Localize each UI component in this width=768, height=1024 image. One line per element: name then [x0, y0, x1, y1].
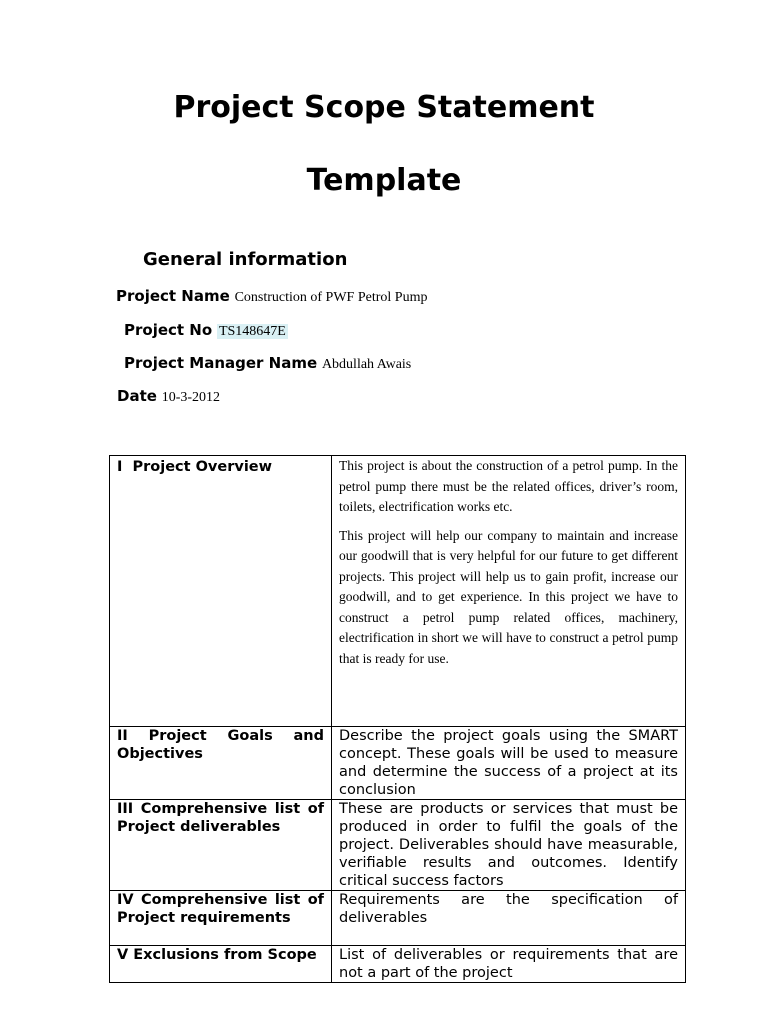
- document-title-line1: Project Scope Statement: [173, 90, 595, 125]
- row-label-text: II Project Goals and Objectives: [117, 728, 324, 762]
- general-information-heading: General information: [143, 249, 348, 270]
- table-row: [110, 727, 686, 800]
- project-name-value: Construction of PWF Petrol Pump: [234, 290, 428, 305]
- row-label-exclusions: [110, 946, 332, 983]
- table-row: [110, 456, 686, 727]
- project-no-line: [124, 321, 288, 340]
- overview-paragraph-1: This project is about the construction of a petrol pump. In the petrol pump there must be the related offices, driver’s room, toilets, electrification works etc.: [339, 458, 678, 514]
- project-name-label: Project Name: [116, 287, 230, 305]
- row-label-text: V Exclusions from Scope: [117, 947, 317, 963]
- row-label-goals-objectives: [110, 727, 332, 800]
- row-content-goals-objectives: Describe the project goals using the SMART concept. These goals will be used to measure and determine the success of a project at its conclusion: [332, 727, 686, 800]
- project-manager-label: Project Manager Name: [124, 354, 318, 372]
- row-content-project-overview: [332, 456, 686, 727]
- date-label: Date: [117, 387, 157, 405]
- row-content-deliverables: These are products or services that must be produced in order to fulfil the goals of the project. Deliverables should have measurable, verifiable results and outcomes. Identify critical success factors: [332, 800, 686, 891]
- row-content-exclusions: List of deliverables or requirements that are not a part of the project: [332, 946, 686, 983]
- table-row: [110, 946, 686, 983]
- row-label-text: IV Comprehensive list of Project requirements: [117, 892, 324, 926]
- table-row: [110, 891, 686, 946]
- row-label-deliverables: [110, 800, 332, 891]
- project-no-value: TS148647E: [218, 324, 286, 339]
- row-content-requirements: Requirements are the specification of deliverables: [332, 891, 686, 946]
- project-manager-line: [124, 354, 411, 373]
- project-manager-value: Abdullah Awais: [321, 357, 412, 372]
- table-row: [110, 800, 686, 891]
- row-label-text: III Comprehensive list of Project deliverables: [117, 801, 324, 835]
- row-label-text: I Project Overview: [117, 459, 273, 475]
- row-label-requirements: [110, 891, 332, 946]
- date-line: [117, 387, 220, 406]
- document-title-line2: Template: [306, 163, 462, 198]
- project-name-line: [116, 287, 427, 306]
- scope-table: [109, 455, 686, 983]
- overview-paragraph-2: This project will help our company to maintain and increase our goodwill that is very helpful for our future to get different projects. This project will help us to gain profit, increase our goodwill, and to get experience. In this project we have to construct a petrol pump related offices, machinery, electrification in short we will have to construct a petrol pump that is ready for use.: [339, 527, 678, 666]
- date-value: 10-3-2012: [161, 390, 221, 405]
- row-label-project-overview: [110, 456, 332, 727]
- project-no-label: Project No: [124, 321, 213, 339]
